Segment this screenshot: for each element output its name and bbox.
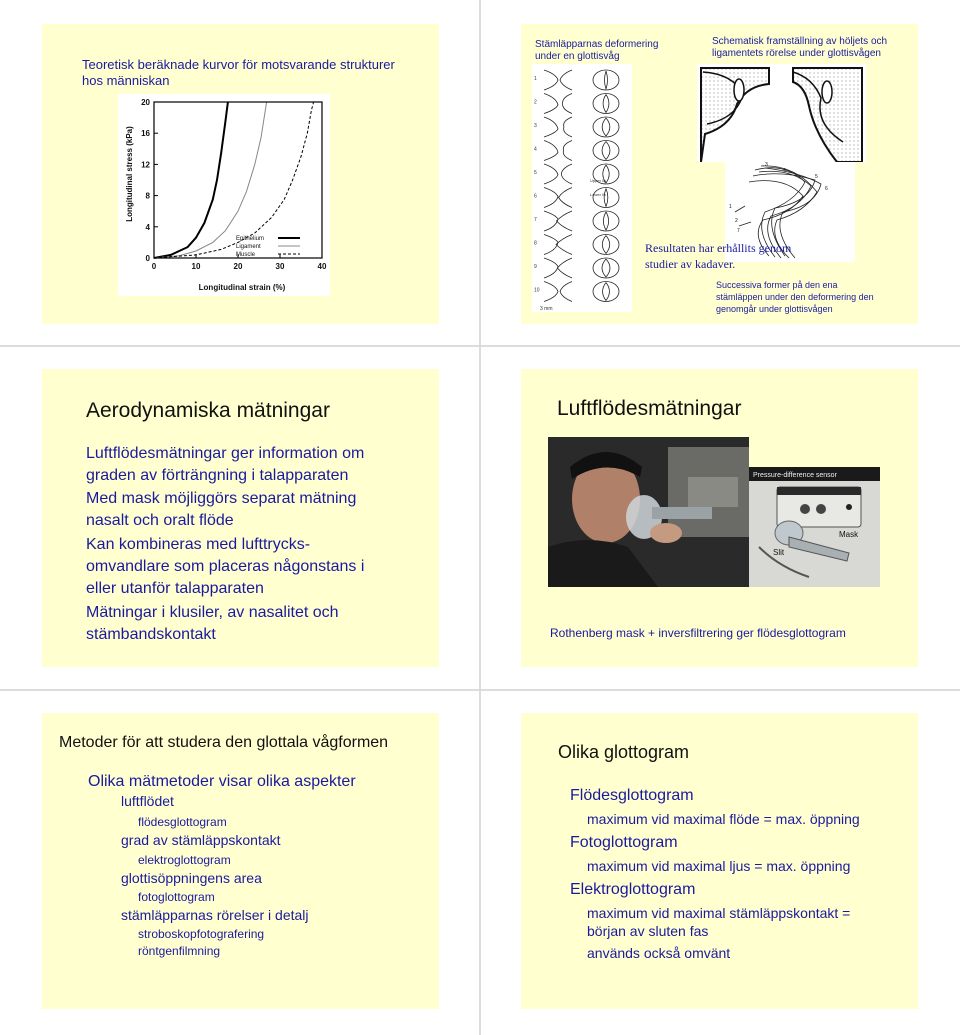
y-tick-label: 16 [141,129,150,139]
slide3-line-4: nasalt och oralt flöde [86,512,234,529]
mask-photo-svg [548,437,749,587]
slide5-subtitle: Olika mätmetoder visar olika aspekter [88,773,356,790]
y-axis-label: Longitudinal stress (kPa) [125,126,134,222]
glottis-opening [603,95,609,113]
sensor-photo-svg [749,467,880,587]
slide3-line-7: eller utanför talapparaten [86,580,264,597]
electro-glottogram-desc3: används också omvänt [587,945,731,961]
mask-measurement-photo [548,437,749,587]
fold-profile [544,70,572,90]
slide3-line-2: graden av förträngning i talapparaten [86,467,349,484]
upper-lip-label: Upper lip [590,178,607,183]
x-axis-label: Longitudinal strain (%) [198,283,286,292]
photo-glottogram-desc: maximum vid maximal ljus = max. öppning [587,858,851,874]
x-tick-label: 0 [151,262,157,271]
slide-airflow-measurements [521,369,918,667]
scale-label: 3 mm [540,306,553,312]
successive-shapes-line2: stämläppen under den deformering den [716,292,874,302]
schematic-svg [697,64,866,162]
trajectory-number: 1 [729,204,732,210]
schematic-cover-figure [697,64,866,162]
lower-lip-label: Lower lip [590,192,607,197]
grid-line-v [479,0,481,1035]
trajectory-number: 7 [737,228,740,234]
row-number: 1 [534,76,537,82]
slide5-item-1: luftflödet [121,793,174,809]
x-tick-label: 40 [317,262,327,271]
slide4-title: Luftflödesmätningar [557,397,742,420]
glottis-outline [593,282,619,302]
fold-profile [544,141,572,161]
slide5-item-2: flödesglottogram [138,815,227,829]
row-number: 9 [534,264,537,270]
x-tick-label: 30 [275,262,285,271]
fold-profile [544,235,572,255]
slide1-title-line1: Teoretisk beräknade kurvor för motsvarande strukturer [82,57,395,72]
electro-glottogram-desc2: början av sluten fas [587,923,709,939]
trajectory-number: 3 [765,162,768,168]
caption-right-line1: Schematisk framställning av höljets och [712,36,888,47]
fold-profile [544,282,572,302]
glottis-opening [602,236,609,254]
row-number: 7 [534,217,537,223]
chart-svg [118,94,330,296]
legend-ligament: Ligament [236,244,261,250]
legend-muscle: Muscle [236,252,256,258]
deformation-sequence-figure [532,64,632,312]
grid-line-h1 [0,345,960,347]
fold-profile [544,258,572,278]
row-number: 2 [534,99,537,106]
trajectory-number: 2 [735,218,738,224]
slide5-item-5: glottisöppningens area [121,870,262,886]
series-ligament [154,102,267,258]
glottis-opening [605,71,608,89]
slide5-item-6: fotoglottogram [138,890,215,904]
slide5-item-8: stroboskopfotografering [138,927,265,941]
slide3-line-1: Luftflödesmätningar ger information om [86,445,365,462]
successive-shapes-line1: Successiva former på den ena [716,280,838,290]
slide5-item-9: röntgenfilmning [138,944,221,958]
results-serif-line2: studier av kadaver. [645,257,736,271]
glottis-opening [603,283,610,301]
deformation-svg [532,64,632,312]
slide3-line-6: omvandlare som placeras någonstans i [86,558,365,575]
slide-stress-strain [42,24,439,324]
slide-glottogram-types [521,713,918,1009]
y-tick-label: 4 [145,222,150,232]
flow-glottogram-desc: maximum vid maximal flöde = max. öppning [587,811,860,827]
fold-profile [544,94,572,114]
slide3-line-8: Mätningar i klusiler, av nasalitet och [86,604,339,621]
slide4-caption: Rothenberg mask + inversfiltrering ger flödesglottogram [550,626,846,640]
glottis-opening [602,142,610,160]
slide-glottal-waveform-methods [42,713,439,1009]
slide6-title: Olika glottogram [558,742,690,762]
results-serif-line1: Resultaten har erhållits genom [645,241,792,255]
x-tick-label: 10 [191,262,201,271]
flow-glottogram-heading: Flödesglottogram [570,787,694,804]
slide5-title: Metoder för att studera den glottala vågformen [59,734,389,751]
trajectory-number: 6 [825,186,828,192]
series-epithelium [154,102,228,258]
glottis-outline [593,117,619,137]
grid-line-h2 [0,689,960,691]
series-muscle [154,102,314,258]
glottis-outline [593,211,619,231]
row-number: 10 [534,287,540,294]
row-number: 3 [534,123,537,129]
slide3-title: Aerodynamiska mätningar [86,399,330,422]
y-tick-label: 20 [141,98,150,107]
y-tick-label: 8 [145,191,150,201]
caption-right-line2: ligamentets rörelse under glottisvågen [712,48,881,59]
slide5-item-7: stämläpparnas rörelser i detalj [121,907,309,923]
glottis-opening [602,118,610,136]
slide-aerodynamic-measurements [42,369,439,667]
plot-frame [154,102,322,258]
slide-vocal-fold-deformation [521,24,918,324]
slide3-line-5: Kan kombineras med lufttrycks- [86,536,311,553]
legend-epithelium: Epithelium [236,236,265,242]
trajectory-number: 4 [783,168,786,174]
fold-profile [544,188,572,208]
y-tick-label: 0 [145,254,150,263]
slide1-title-line2: hos människan [82,73,170,88]
trajectory-number: 5 [815,174,818,180]
fold-profile [544,117,572,137]
electro-glottogram-heading: Elektroglottogram [570,881,696,898]
mask-label: Mask [839,530,859,539]
sensor-label: Pressure-difference sensor [753,472,837,479]
slide5-item-3: grad av stämläppskontakt [121,832,281,848]
glottis-outline [593,235,619,255]
stress-strain-chart [118,94,330,296]
electro-glottogram-desc1: maximum vid maximal stämläppskontakt = [587,905,851,921]
slide3-line-3: Med mask möjliggörs separat mätning [86,490,357,507]
caption-left-line1: Stämläpparnas deformering [535,39,659,50]
glottis-outline [593,70,619,90]
sensor-photo [749,467,880,587]
slit-label: Slit [773,548,785,557]
legend [236,236,300,258]
slide5-item-4: elektroglottogram [138,853,231,867]
row-number: 5 [534,170,537,176]
glottis-opening [603,212,608,230]
glottis-outline [593,188,619,208]
slide3-line-9: stämbandskontakt [86,626,216,643]
glottis-outline [593,258,619,278]
x-tick-label: 20 [233,262,243,271]
glottis-outline [593,94,619,114]
fold-profile [544,211,572,231]
glottis-outline [593,141,619,161]
row-number: 4 [534,146,537,153]
glottis-opening [602,259,610,277]
row-number: 8 [534,240,537,247]
y-tick-label: 12 [141,160,150,170]
caption-left-line2: under en glottisvåg [535,51,620,62]
photo-glottogram-heading: Fotoglottogram [570,834,678,851]
fold-profile [544,164,572,184]
row-number: 6 [534,193,537,200]
successive-shapes-line3: genomgår under glottisvågen [716,304,833,314]
